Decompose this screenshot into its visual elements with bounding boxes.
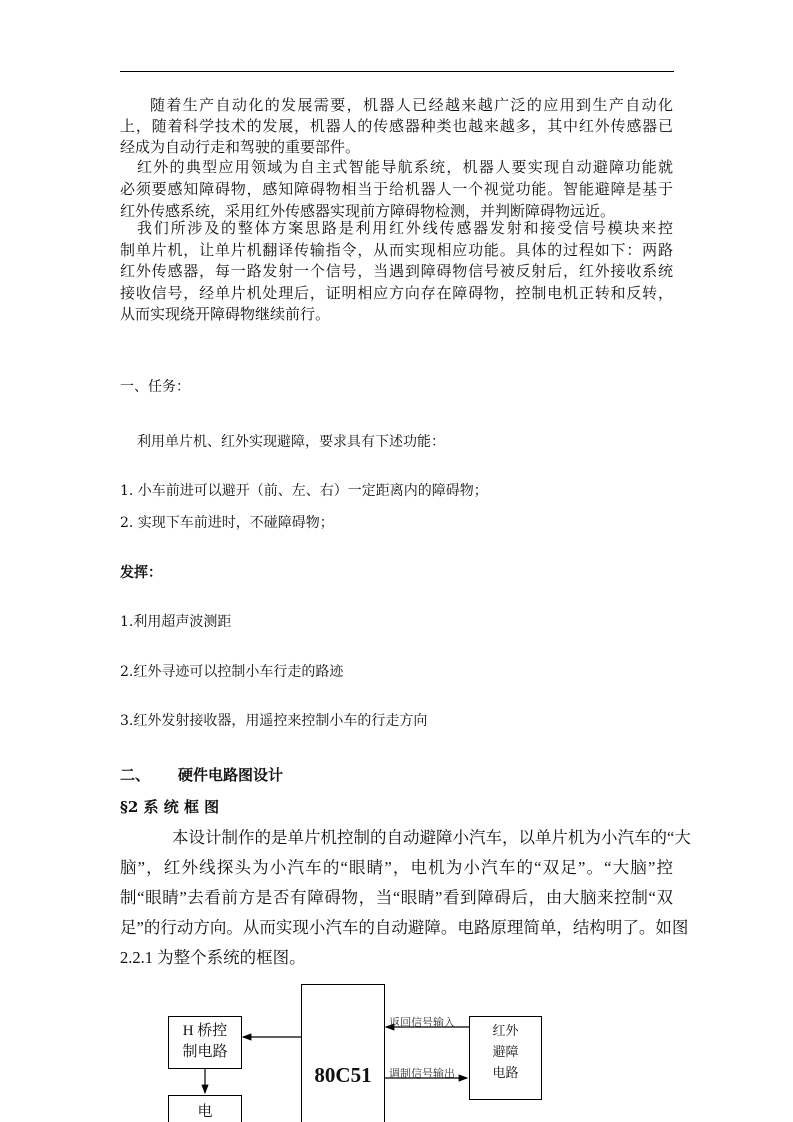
intro-line: 红外传感系统，采用红外传感器实现前方障碍物检测，并判断障碍物远近。: [120, 202, 616, 220]
intro-line: 上，随着科学技术的发展，机器人的传感器种类也越来越多，其中红外传感器已: [120, 117, 673, 135]
task-item: 1. 小车前进可以避开（前、左、右）一定距离内的障碍物；: [120, 483, 488, 499]
intro-line: 必须要感知障碍物，感知障碍物相当于给机器人一个视觉功能。智能避障是基于: [120, 180, 673, 198]
body-line: 足”的行动方向。从而实现小汽车的自动避障。电路原理简单，结构明了。如图: [120, 918, 689, 937]
body-line: 脑”，红外线探头为小汽车的“眼睛”，电机为小汽车的“双足”。“大脑”控: [120, 858, 673, 877]
ir-label-1: 红外: [492, 1023, 519, 1038]
intro-line: 制单片机，让单片机翻译传输指令，从而实现相应功能。具体的过程如下：两路: [120, 241, 673, 259]
intro-line: 红外的典型应用领域为自主式智能导航系统，机器人要实现自动避障功能就: [137, 158, 673, 176]
extend-item: 3.红外发射接收器，用遥控来控制小车的行走方向: [120, 713, 428, 729]
task-heading: 一、任务：: [120, 379, 190, 395]
intro-line: 随着生产自动化的发展需要，机器人已经越来越广泛的应用到生产自动化: [150, 96, 673, 114]
subsection-heading: §2 系 统 框 图: [120, 798, 220, 816]
intro-line: 我们所涉及的整体方案思路是利用红外线传感器发射和接受信号模块来控: [137, 219, 673, 237]
body-line: 2.2.1 为整个系统的框图。: [120, 948, 306, 967]
intro-line: 经成为自动行走和驾驶的重要部件。: [120, 138, 361, 156]
intro-line: 接收信号，经单片机处理后，证明相应方向存在障碍物，控制电机正转和反转，: [120, 284, 673, 302]
intro-line: 红外传感器，每一路发射一个信号，当遇到障碍物信号被反射后，红外接收系统: [120, 262, 673, 280]
intro-line: 从而实现绕开障碍物继续前行。: [120, 305, 331, 323]
task-intro: 利用单片机、红外实现避障，要求具有下述功能：: [137, 434, 445, 450]
task-item: 2. 实现下车前进时，不碰障碍物；: [120, 515, 334, 531]
motor-label: 电: [197, 1104, 213, 1120]
mcu-label: 80C51: [314, 1063, 372, 1087]
hbridge-label-2: 制电路: [182, 1044, 228, 1060]
body-line: 本设计制作的是单片机控制的自动避障小汽车，以单片机为小汽车的“大: [172, 828, 691, 847]
modulation-signal-label: 调制信号输出: [389, 1067, 455, 1080]
ir-label-3: 电路: [492, 1065, 519, 1080]
extend-heading: 发挥：: [120, 565, 162, 581]
section-number: 二、: [120, 766, 151, 784]
extend-item: 1.利用超声波测距: [120, 614, 232, 630]
body-line: 制“眼睛”去看前方是否有障碍物，当“眼睛”看到障碍后，由大脑来控制“双: [120, 888, 673, 907]
ir-label-2: 避障: [492, 1044, 519, 1059]
return-signal-label: 返回信号输入: [389, 1016, 455, 1029]
hbridge-label-1: H 桥控: [182, 1023, 228, 1039]
section-title: 硬件电路图设计: [178, 766, 284, 784]
extend-item: 2.红外寻迹可以控制小车行走的路迹: [120, 664, 344, 680]
